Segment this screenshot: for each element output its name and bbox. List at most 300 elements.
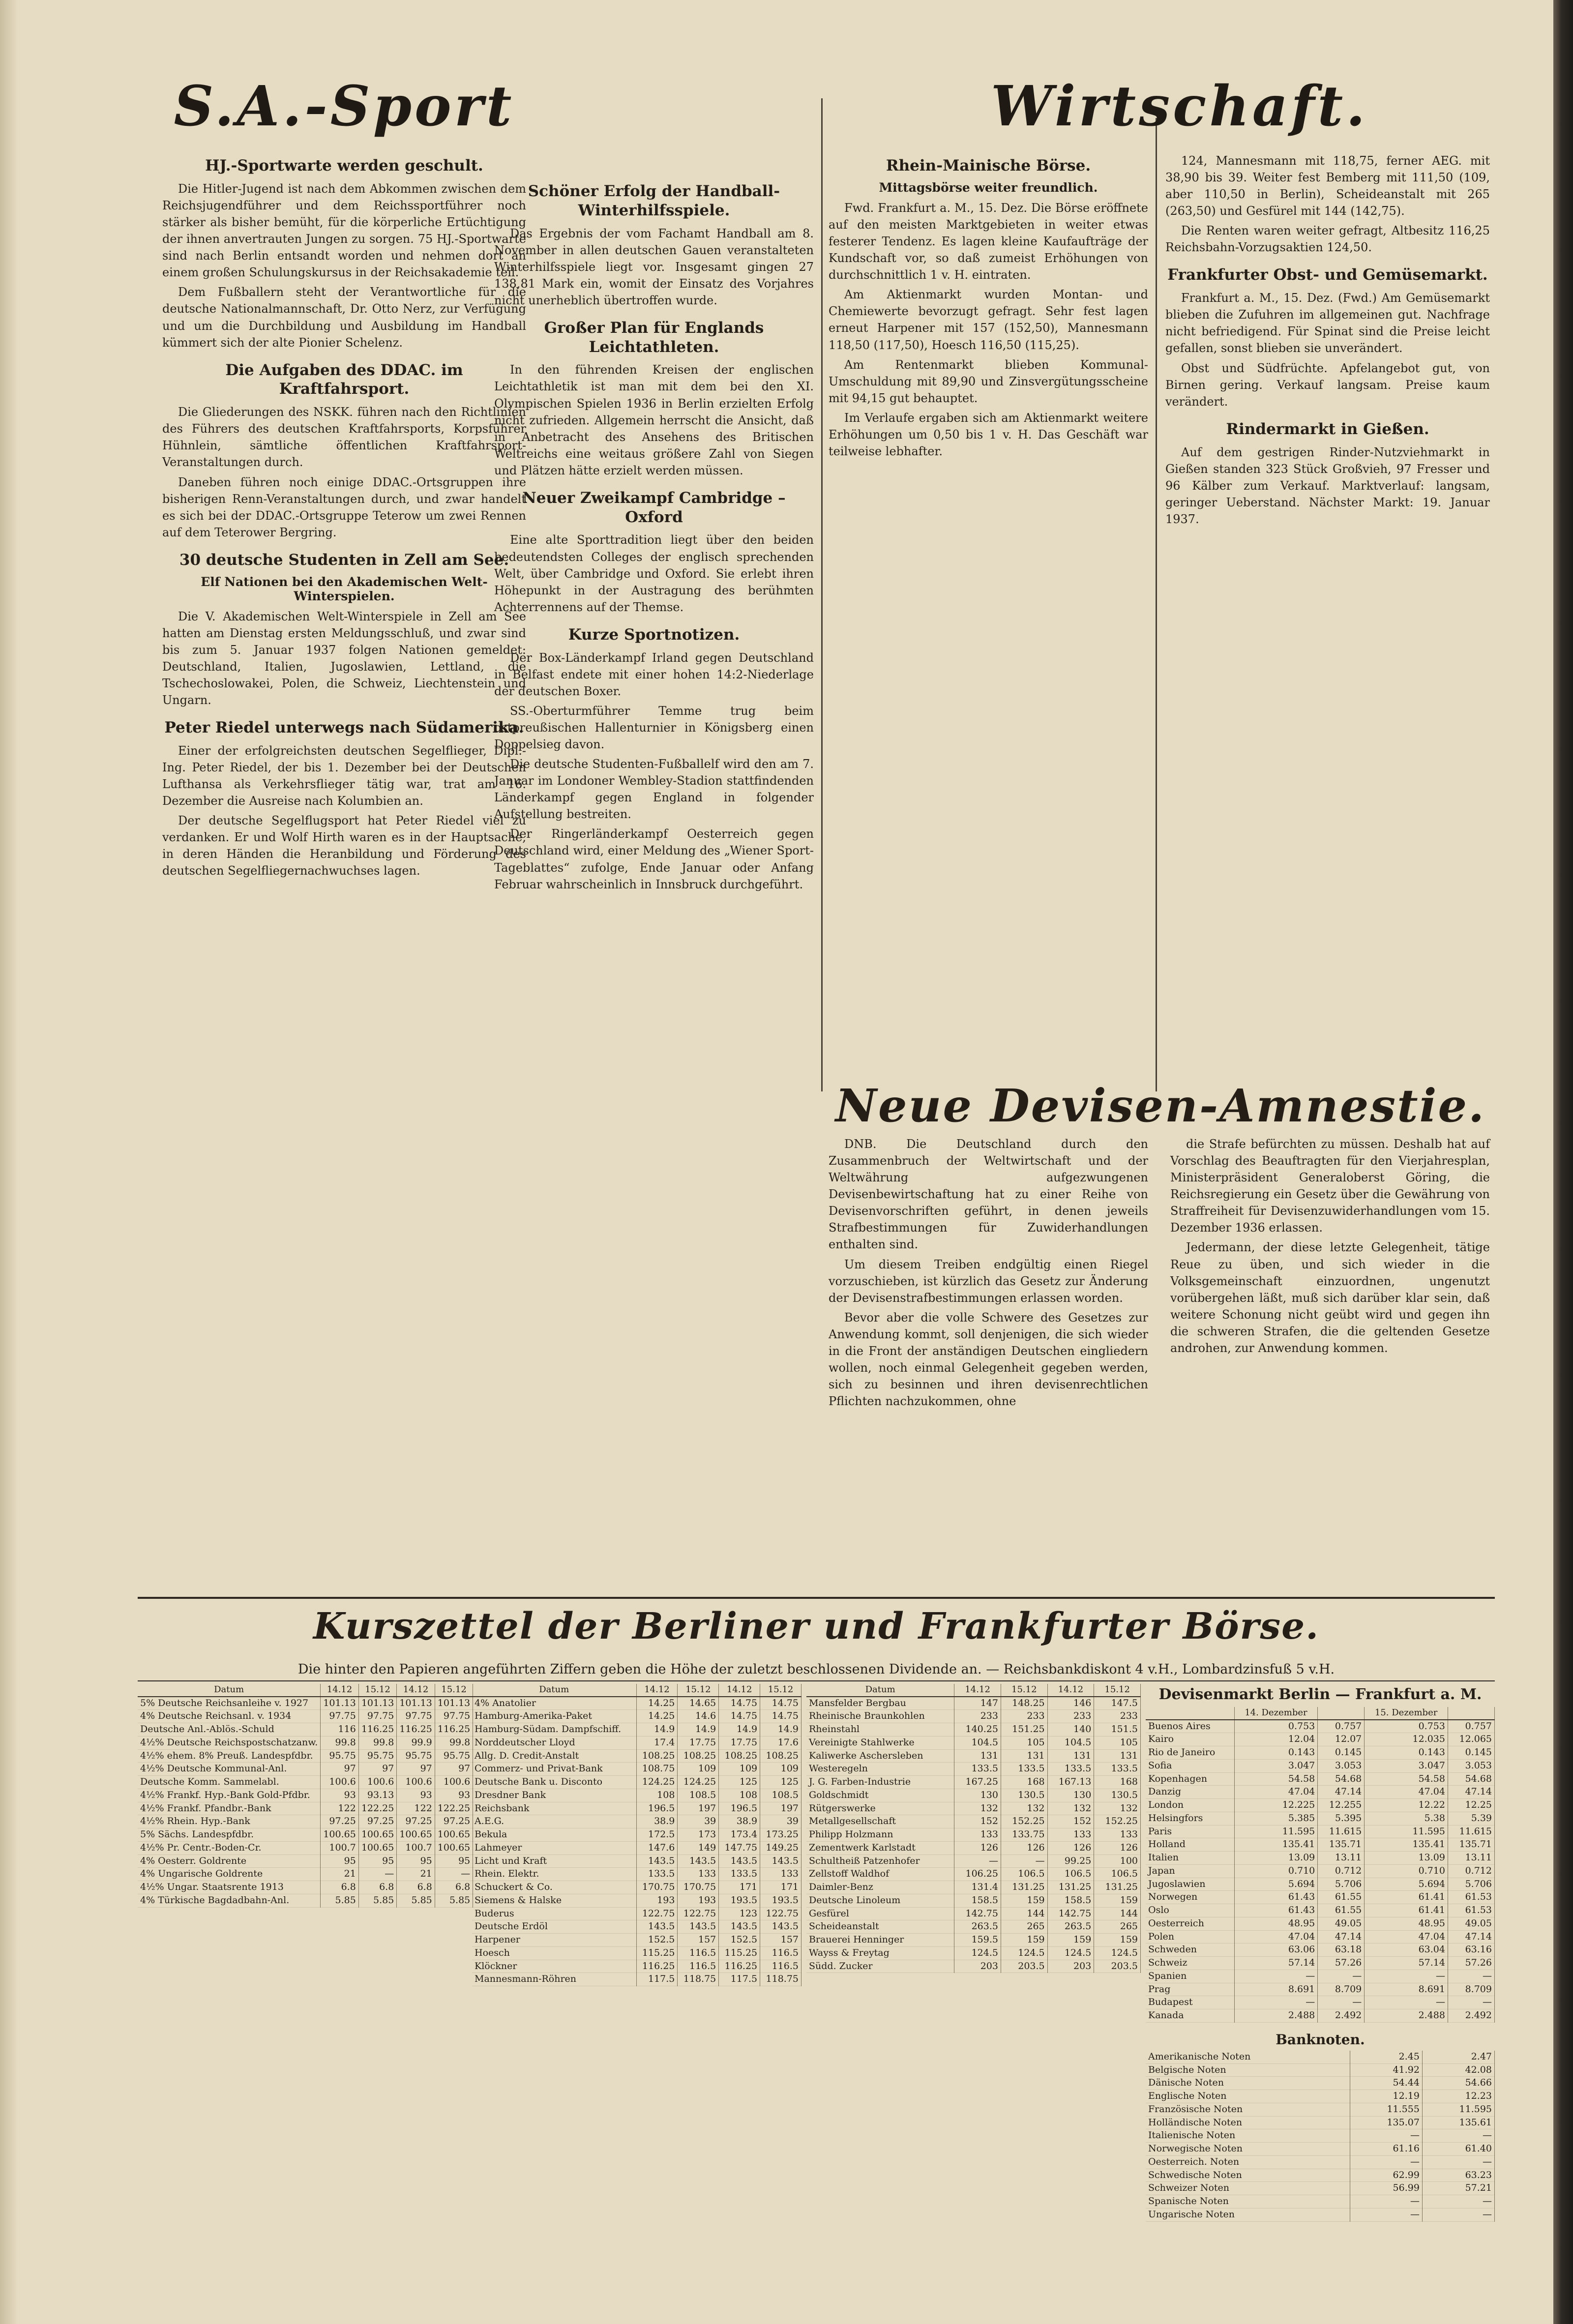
article-headline: Neuer Zweikampf Cambridge – Oxford [522,489,786,526]
table-row [138,1723,473,1736]
security-name-cell: Französische Noten [1146,2103,1350,2116]
rate-cell: 6.8 [435,1881,473,1894]
column-rule [1156,118,1157,1091]
security-name-cell: 4½% Rhein. Hyp.-Bank [138,1815,321,1828]
security-name-cell: Zementwerk Karlstadt [806,1841,954,1854]
rate-cell: 5.85 [321,1894,358,1907]
rate-cell: 5.706 [1318,1878,1365,1891]
rate-cell: 203.5 [1001,1960,1047,1973]
rate-cell: 47.04 [1365,1786,1448,1799]
security-name-cell: Deutsche Anl.-Ablös.-Schuld [138,1723,321,1736]
security-name-cell: Norwegen [1146,1891,1234,1904]
security-name-cell: Polen [1146,1930,1234,1943]
rate-cell: 61.41 [1365,1891,1448,1904]
article-paragraph: Der deutsche Segelflugsport hat Peter Riedel viel zu verdanken. Er und Wolf Hirth waren es in der Hauptsache, in deren Händen die Heranbildung und Förderung des deutschen Segelfliegernachwuchses lagen. [162,814,526,878]
rate-cell: 158.5 [954,1894,1001,1907]
article-paragraph: Die V. Akademischen Welt-Winterspiele in Zell am See hatten am Dienstag ersten Meldungsschluß, und zwar sind bis zum 5. Januar 1937 folgen Nationen gemeldet: Deutschland, Italien, Jugoslawien, Lettland, die Tschechoslowakei, Polen, die Schweiz, Liechtenstein und Ungarn. [162,609,526,707]
rate-cell: — [1448,1970,1494,1983]
rate-cell: 108 [636,1789,678,1802]
rate-cell: 133 [1047,1828,1094,1842]
rate-cell: 133.5 [954,1763,1001,1776]
rate-cell: 14.75 [760,1710,801,1723]
rate-cell: 104.5 [954,1736,1001,1749]
security-name-cell: Japan [1146,1864,1234,1878]
rate-cell: 100 [1094,1854,1141,1868]
rate-cell: 95.75 [321,1749,358,1763]
rate-cell: 63.06 [1234,1943,1318,1957]
rate-cell: 3.053 [1318,1759,1365,1772]
rate-cell: 42.08 [1422,2063,1494,2077]
table-row [806,1763,1141,1776]
rate-cell: 62.99 [1350,2169,1422,2182]
table-row [472,1802,801,1815]
column-header: 15.12 [358,1684,396,1697]
security-name-cell: Mansfelder Bergbau [806,1697,954,1710]
rate-cell: 48.95 [1365,1917,1448,1930]
rate-cell: 0.753 [1365,1720,1448,1733]
security-name-cell: Kanada [1146,2009,1234,2023]
rate-cell: 122 [397,1802,435,1815]
rate-cell: 143.5 [636,1920,678,1934]
rate-cell: 3.047 [1234,1759,1318,1772]
currency-row [1146,1891,1495,1904]
rate-cell: 142.75 [954,1907,1001,1920]
security-name-cell: Harpener [472,1934,636,1947]
rate-cell: 130 [1047,1789,1094,1802]
security-name-cell: 5% Sächs. Landespfdbr. [138,1828,321,1842]
rate-cell: 133 [954,1828,1001,1842]
rate-cell: 11.615 [1448,1825,1494,1838]
rate-cell: 135.07 [1350,2116,1422,2129]
rate-cell: 133.5 [1001,1763,1047,1776]
rate-cell: 5.38 [1365,1812,1448,1825]
rate-cell: 5.395 [1318,1812,1365,1825]
currency-table-block [1146,1684,1495,2323]
column-header: 15.12 [1094,1684,1141,1697]
rate-cell: 39 [678,1815,719,1828]
currency-row [1146,1759,1495,1772]
security-name-cell: London [1146,1799,1234,1812]
rate-cell: 124.25 [678,1776,719,1789]
rate-cell: 108.25 [719,1749,760,1763]
rate-cell: 12.065 [1448,1733,1494,1746]
table-row [806,1710,1141,1723]
rate-cell: 97 [397,1763,435,1776]
rate-cell: 159 [1047,1934,1094,1947]
currency-row [1146,1864,1495,1878]
rate-cell: 17.75 [719,1736,760,1749]
table-row [138,1894,473,1907]
rate-cell: 47.04 [1234,1930,1318,1943]
rate-cell: 170.75 [678,1881,719,1894]
article-paragraph: Fwd. Frankfurt a. M., 15. Dez. Die Börse eröffnete auf den meisten Marktgebieten in weiter etwas festerer Tendenz. Es lagen kleine Kaufaufträge der Kundschaft vor, so daß zumeist Erhöhungen von durchschnittlich 1 v. H. eintraten. [829,201,1148,282]
security-name-cell: 4½% ehem. 8% Preuß. Landespfdbr. [138,1749,321,1763]
banknote-row [1146,2143,1495,2156]
rate-cell: 159 [1094,1934,1141,1947]
rate-cell: — [1350,2129,1422,2143]
rate-cell: 133.5 [719,1868,760,1881]
column-header: 14.12 [1047,1684,1094,1697]
rate-cell: 57.26 [1448,1957,1494,1970]
rate-cell: 97 [435,1763,473,1776]
security-name-cell: Schweden [1146,1943,1234,1957]
table-row [138,1710,473,1723]
security-name-cell: Prag [1146,1983,1234,1996]
security-name-cell: Scheideanstalt [806,1920,954,1934]
currency-row [1146,1838,1495,1852]
table-row [472,1710,801,1723]
rate-cell: 193 [636,1894,678,1907]
column-header: Datum [806,1684,954,1697]
rate-cell: 47.04 [1234,1786,1318,1799]
column-header: 14.12 [321,1684,358,1697]
rate-cell: 101.13 [435,1697,473,1710]
rate-cell: 143.5 [760,1920,801,1934]
article-headline: Peter Riedel unterwegs nach Südamerika. [164,719,524,737]
security-name-cell: 4½% Pr. Centr.-Boden-Cr. [138,1841,321,1854]
rate-cell: 2.492 [1448,2009,1494,2023]
rate-cell: 122.75 [760,1907,801,1920]
rate-cell: 100.6 [397,1776,435,1789]
rate-cell: 131 [1047,1749,1094,1763]
rate-cell: 0.712 [1448,1864,1494,1878]
security-name-cell: Deutsche Erdöl [472,1920,636,1934]
rate-cell: 115.25 [719,1946,760,1960]
rate-cell: 8.691 [1365,1983,1448,1996]
rate-cell: 131.25 [1094,1881,1141,1894]
rate-cell: 11.555 [1350,2103,1422,2116]
table-row [806,1946,1141,1960]
rate-cell: 14.25 [636,1710,678,1723]
rate-cell: 173.25 [760,1828,801,1842]
article-paragraph: Um diesem Treiben endgültig einen Riegel vorzuschieben, ist kürzlich das Gesetz zur Änderung der Devisenstrafbestimmungen erlassen worden. [829,1257,1148,1305]
rate-cell: 143.5 [760,1854,801,1868]
section-divider [138,1597,1495,1599]
security-name-cell: Danzig [1146,1786,1234,1799]
banknote-row [1146,2129,1495,2143]
rate-cell: 6.8 [397,1881,435,1894]
currency-row [1146,1746,1495,1760]
rate-cell: 118.75 [678,1973,719,1986]
rate-cell: 233 [1001,1710,1047,1723]
rate-cell: 12.255 [1318,1799,1365,1812]
banknote-row [1146,2169,1495,2182]
rate-cell: 116.25 [358,1723,396,1736]
rate-cell: 39 [760,1815,801,1828]
security-name-cell: 4% Oesterr. Goldrente [138,1854,321,1868]
article-headline: Schöner Erfolg der Handball-Winterhilfsspiele. [528,182,780,219]
security-name-cell: Brauerei Henninger [806,1934,954,1947]
security-name-cell: Schwedische Noten [1146,2169,1350,2182]
rate-cell: 167.13 [1047,1776,1094,1789]
sport-section-heading: S.A.-Sport [174,74,515,139]
article-headline: Kurze Sportnotizen. [568,625,740,644]
rate-cell: 171 [760,1881,801,1894]
currency-row [1146,1943,1495,1957]
security-name-cell: Philipp Holzmann [806,1828,954,1842]
rate-cell: 57.26 [1318,1957,1365,1970]
rate-cell: 99.8 [321,1736,358,1749]
rate-cell: 116.5 [678,1946,719,1960]
rate-cell: 49.05 [1318,1917,1365,1930]
table-row [138,1802,473,1815]
security-name-cell: Goldschmidt [806,1789,954,1802]
rate-cell: 5.706 [1448,1878,1494,1891]
table-row [472,1697,801,1710]
currency-row [1146,1970,1495,1983]
rate-cell: 97.75 [358,1710,396,1723]
rate-cell: 61.41 [1365,1904,1448,1917]
security-name-cell: A.E.G. [472,1815,636,1828]
rate-cell: 149 [678,1841,719,1854]
rate-cell: 49.05 [1448,1917,1494,1930]
rate-cell: 203.5 [1094,1960,1141,1973]
column-header: 15.12 [678,1684,719,1697]
rate-cell: 133 [678,1868,719,1881]
rate-cell: — [1234,1970,1318,1983]
currency-row [1146,1878,1495,1891]
article-subheadline: Mittagsbörse weiter freundlich. [879,180,1098,195]
table-row [472,1763,801,1776]
article-paragraph: In den führenden Kreisen der englischen Leichtathletik ist man mit dem bei den XI. Olympischen Spielen 1936 in Berlin erzielten Erfolg nicht zufrieden. Allgemein herrscht die Ansicht, daß in Anbetracht des Ansehens des Britischen Weltreichs eine weitaus größere Zahl von Siegen und Plätzen hätte erzielt werden müssen. [494,363,814,477]
table-row [806,1776,1141,1789]
table-row [806,1934,1141,1947]
column-header: 15.12 [1001,1684,1047,1697]
currency-row [1146,1786,1495,1799]
column-header [1146,1707,1234,1720]
amnesty-column-2 [1170,1136,1490,1578]
banknote-row [1146,2208,1495,2221]
table-row [472,1868,801,1881]
rate-cell: 125 [719,1776,760,1789]
table-row [806,1960,1141,1973]
article-paragraph: Dem Fußballern steht der Verantwortliche für die deutsche Nationalmannschaft, Dr. Otto Nerz, zur Verfügung und um die Durchbildung und Ausbildung im Handball kümmert sich der alte Pionier Schelenz. [162,285,526,350]
banknote-row [1146,2063,1495,2077]
rate-cell: 14.75 [760,1697,801,1710]
rate-cell: 100.6 [435,1776,473,1789]
rate-cell: 14.6 [678,1710,719,1723]
rate-cell: 57.14 [1365,1957,1448,1970]
stock-table [472,1684,801,1986]
column-header: 15. Dezember [1365,1707,1448,1720]
security-name-cell: Südd. Zucker [806,1960,954,1973]
article-headline: HJ.-Sportwarte werden geschult. [205,157,483,175]
rate-cell: 148.25 [1001,1697,1047,1710]
rate-cell: 167.25 [954,1776,1001,1789]
security-name-cell: Westeregeln [806,1763,954,1776]
rate-cell: 143.5 [719,1854,760,1868]
rate-cell: 171 [719,1881,760,1894]
rate-cell: 0.145 [1318,1746,1365,1760]
rate-cell: 126 [954,1841,1001,1854]
security-name-cell: Buenos Aires [1146,1720,1234,1733]
rate-cell: 100.7 [397,1841,435,1854]
rate-cell: 0.710 [1234,1864,1318,1878]
rate-cell: 143.5 [678,1854,719,1868]
table-row [806,1749,1141,1763]
table-row [472,1920,801,1934]
rate-cell: 123 [719,1907,760,1920]
security-name-cell: Hamburg-Amerika-Paket [472,1710,636,1723]
stock-table-subtitle: Die hinter den Papieren angeführten Ziffern geben die Höhe der zuletzt beschlossenen Dividende an. — Reichsbankdiskont 4 v.H., Lombardzinsfuß 5 v.H. [297,1662,1335,1677]
rate-cell: 130 [954,1789,1001,1802]
currency-row [1146,1733,1495,1746]
rate-cell: 57.14 [1234,1957,1318,1970]
rate-cell: 11.615 [1318,1825,1365,1838]
rate-cell: — [358,1868,396,1881]
security-name-cell: Commerz- und Privat-Bank [472,1763,636,1776]
rate-cell: 132 [1094,1802,1141,1815]
rate-cell: 61.53 [1448,1891,1494,1904]
rate-cell: 12.225 [1234,1799,1318,1812]
rate-cell: 93 [435,1789,473,1802]
rate-cell: 5.85 [397,1894,435,1907]
rate-cell: 99.8 [435,1736,473,1749]
rate-cell: 48.95 [1234,1917,1318,1930]
rate-cell: 193.5 [719,1894,760,1907]
rate-cell: 159 [1001,1934,1047,1947]
security-name-cell: Schweiz [1146,1957,1234,1970]
rate-cell: 135.41 [1234,1838,1318,1852]
rate-cell: 126 [1047,1841,1094,1854]
rate-cell: 122.75 [636,1907,678,1920]
rate-cell: 170.75 [636,1881,678,1894]
rate-cell: 116.5 [760,1960,801,1973]
article-paragraph: Am Rentenmarkt blieben Kommunal-Umschuldung mit 89,90 und Zinsvergütungsscheine mit 94,15 gut behauptet. [829,357,1148,405]
rate-cell: 17.75 [678,1736,719,1749]
rate-cell: 97.75 [321,1710,358,1723]
rate-cell: 140 [1047,1723,1094,1736]
rate-cell: 14.9 [760,1723,801,1736]
article-paragraph: 124, Mannesmann mit 118,75, ferner AEG. mit 38,90 bis 39. Weiter fest Bemberg mit 111,50 (109, aber 110,50 in Berlin), Scheideanstalt mit 265 (263,50) und Gesfürel mit 144 (142,75). [1165,154,1490,218]
rate-cell: 132 [954,1802,1001,1815]
article-paragraph: Am Aktienmarkt wurden Montan- und Chemiewerte bevorzugt gefragt. Sehr fest lagen erneut Harpener mit 157 (152,50), Mannesmann 118,50 (117,50), Hoesch 116,50 (115,25). [829,288,1148,352]
security-name-cell: Spanien [1146,1970,1234,1983]
rate-cell: 14.65 [678,1697,719,1710]
rate-cell: 146 [1047,1697,1094,1710]
rate-cell: 97.25 [397,1815,435,1828]
security-name-cell: Zellstoff Waldhof [806,1868,954,1881]
table-row [472,1907,801,1920]
rate-cell: 122.25 [358,1802,396,1815]
rate-cell: 108.75 [636,1763,678,1776]
table-row [472,1841,801,1854]
rate-cell: 12.19 [1350,2090,1422,2103]
column-header: 14.12 [397,1684,435,1697]
article-headline: 30 deutsche Studenten in Zell am See. [179,551,509,569]
currency-table [1146,1707,1495,2023]
rate-cell: 147 [954,1697,1001,1710]
article-paragraph: Jedermann, der diese letzte Gelegenheit, tätige Reue zu üben, und sich wieder in die Volksgemeinschaft einzuordnen, ungenutzt vorübergehen läßt, muß sich darüber klar sein, daß weitere Schonung nicht geübt wird und gegen ihn die schweren Strafen, die die geltenden Gesetze androhen, zur Anwendung kommen. [1170,1240,1490,1355]
rate-cell: 133.5 [636,1868,678,1881]
security-name-cell: Buderus [472,1907,636,1920]
security-name-cell: Mannesmann-Röhren [472,1973,636,1986]
rate-cell: 47.14 [1448,1786,1494,1799]
article-paragraph: Einer der erfolgreichsten deutschen Segelflieger, Dipl.-Ing. Peter Riedel, der bis 1. Dezember bei der Deutschen Lufthansa als Verkehrsflieger tätig war, trat am 16. Dezember die Ausreise nach Kolumbien an. [162,743,526,808]
security-name-cell: Allg. D. Credit-Anstalt [472,1749,636,1763]
currency-row [1146,1930,1495,1943]
security-name-cell: Daimler-Benz [806,1881,954,1894]
table-row [806,1868,1141,1881]
banknote-row [1146,2103,1495,2116]
security-name-cell: Sofia [1146,1759,1234,1772]
rate-cell: 117.5 [636,1973,678,1986]
rate-cell: 13.09 [1234,1852,1318,1865]
rate-cell: 47.04 [1365,1930,1448,1943]
table-row [806,1920,1141,1934]
rate-cell: 193 [678,1894,719,1907]
rate-cell: 130.5 [1094,1789,1141,1802]
banknote-row [1146,2195,1495,2208]
rate-cell: 143.5 [678,1920,719,1934]
table-row [472,1815,801,1828]
column-header: 14.12 [636,1684,678,1697]
security-name-cell: 4½% Ungar. Staatsrente 1913 [138,1881,321,1894]
rate-cell: 117.5 [719,1973,760,1986]
rate-cell: 105 [1094,1736,1141,1749]
security-name-cell: Reichsbank [472,1802,636,1815]
rate-cell: 0.145 [1448,1746,1494,1760]
rate-cell: 109 [678,1763,719,1776]
article-paragraph: Die Renten waren weiter gefragt, Altbesitz 116,25 Reichsbahn-Vorzugsaktien 124,50. [1165,224,1490,255]
rate-cell: 38.9 [636,1815,678,1828]
rate-cell: 125 [760,1776,801,1789]
rate-cell: 13.11 [1448,1852,1494,1865]
table-row [138,1789,473,1802]
rate-cell: 5.85 [358,1894,396,1907]
rate-cell: 61.55 [1318,1891,1365,1904]
security-name-cell: Kaliwerke Aschersleben [806,1749,954,1763]
security-name-cell: Siemens & Halske [472,1894,636,1907]
table-row [806,1841,1141,1854]
stock-table-block-2 [472,1684,801,2323]
rate-cell: 159 [1001,1894,1047,1907]
rate-cell: 108.5 [760,1789,801,1802]
rate-cell: 131.4 [954,1881,1001,1894]
table-row [472,1946,801,1960]
rate-cell: 100.6 [358,1776,396,1789]
table-row [138,1749,473,1763]
rate-cell: 63.04 [1365,1943,1448,1957]
article-paragraph: Auf dem gestrigen Rinder-Nutzviehmarkt in Gießen standen 323 Stück Großvieh, 97 Fresser und 96 Kälber zum Verkauf. Marktverlauf: langsam, geringer Ueberstand. Nächster Markt: 19. Januar 1937. [1165,445,1490,526]
rate-cell: 151.25 [1001,1723,1047,1736]
rate-cell: 126 [1001,1841,1047,1854]
rate-cell: 147.75 [719,1841,760,1854]
security-name-cell: Deutsche Linoleum [806,1894,954,1907]
currency-row [1146,1996,1495,2009]
security-name-cell: 4% Türkische Bagdadbahn-Anl. [138,1894,321,1907]
table-row [806,1894,1141,1907]
rate-cell: 124.5 [1047,1946,1094,1960]
rate-cell: 143.5 [719,1920,760,1934]
rate-cell: 106.5 [1047,1868,1094,1881]
rate-cell: 17.6 [760,1736,801,1749]
article-paragraph: Eine alte Sporttradition liegt über den beiden bedeutendsten Colleges der englisch sprechenden Welt, über Cambridge und Oxford. Sie erlebt ihren Höhepunkt in der Austragung des berühmten Achterrennens auf der Themse. [494,533,814,614]
table-row [806,1907,1141,1920]
rate-cell: 11.595 [1365,1825,1448,1838]
table-row [138,1697,473,1710]
table-row [472,1894,801,1907]
currency-row [1146,1720,1495,1733]
security-name-cell: Rheinstahl [806,1723,954,1736]
security-name-cell: Oslo [1146,1904,1234,1917]
rate-cell: 124.5 [1094,1946,1141,1960]
rate-cell: 233 [1047,1710,1094,1723]
rate-cell: 101.13 [358,1697,396,1710]
table-row [138,1815,473,1828]
table-row [806,1828,1141,1842]
rate-cell: 108.25 [760,1749,801,1763]
